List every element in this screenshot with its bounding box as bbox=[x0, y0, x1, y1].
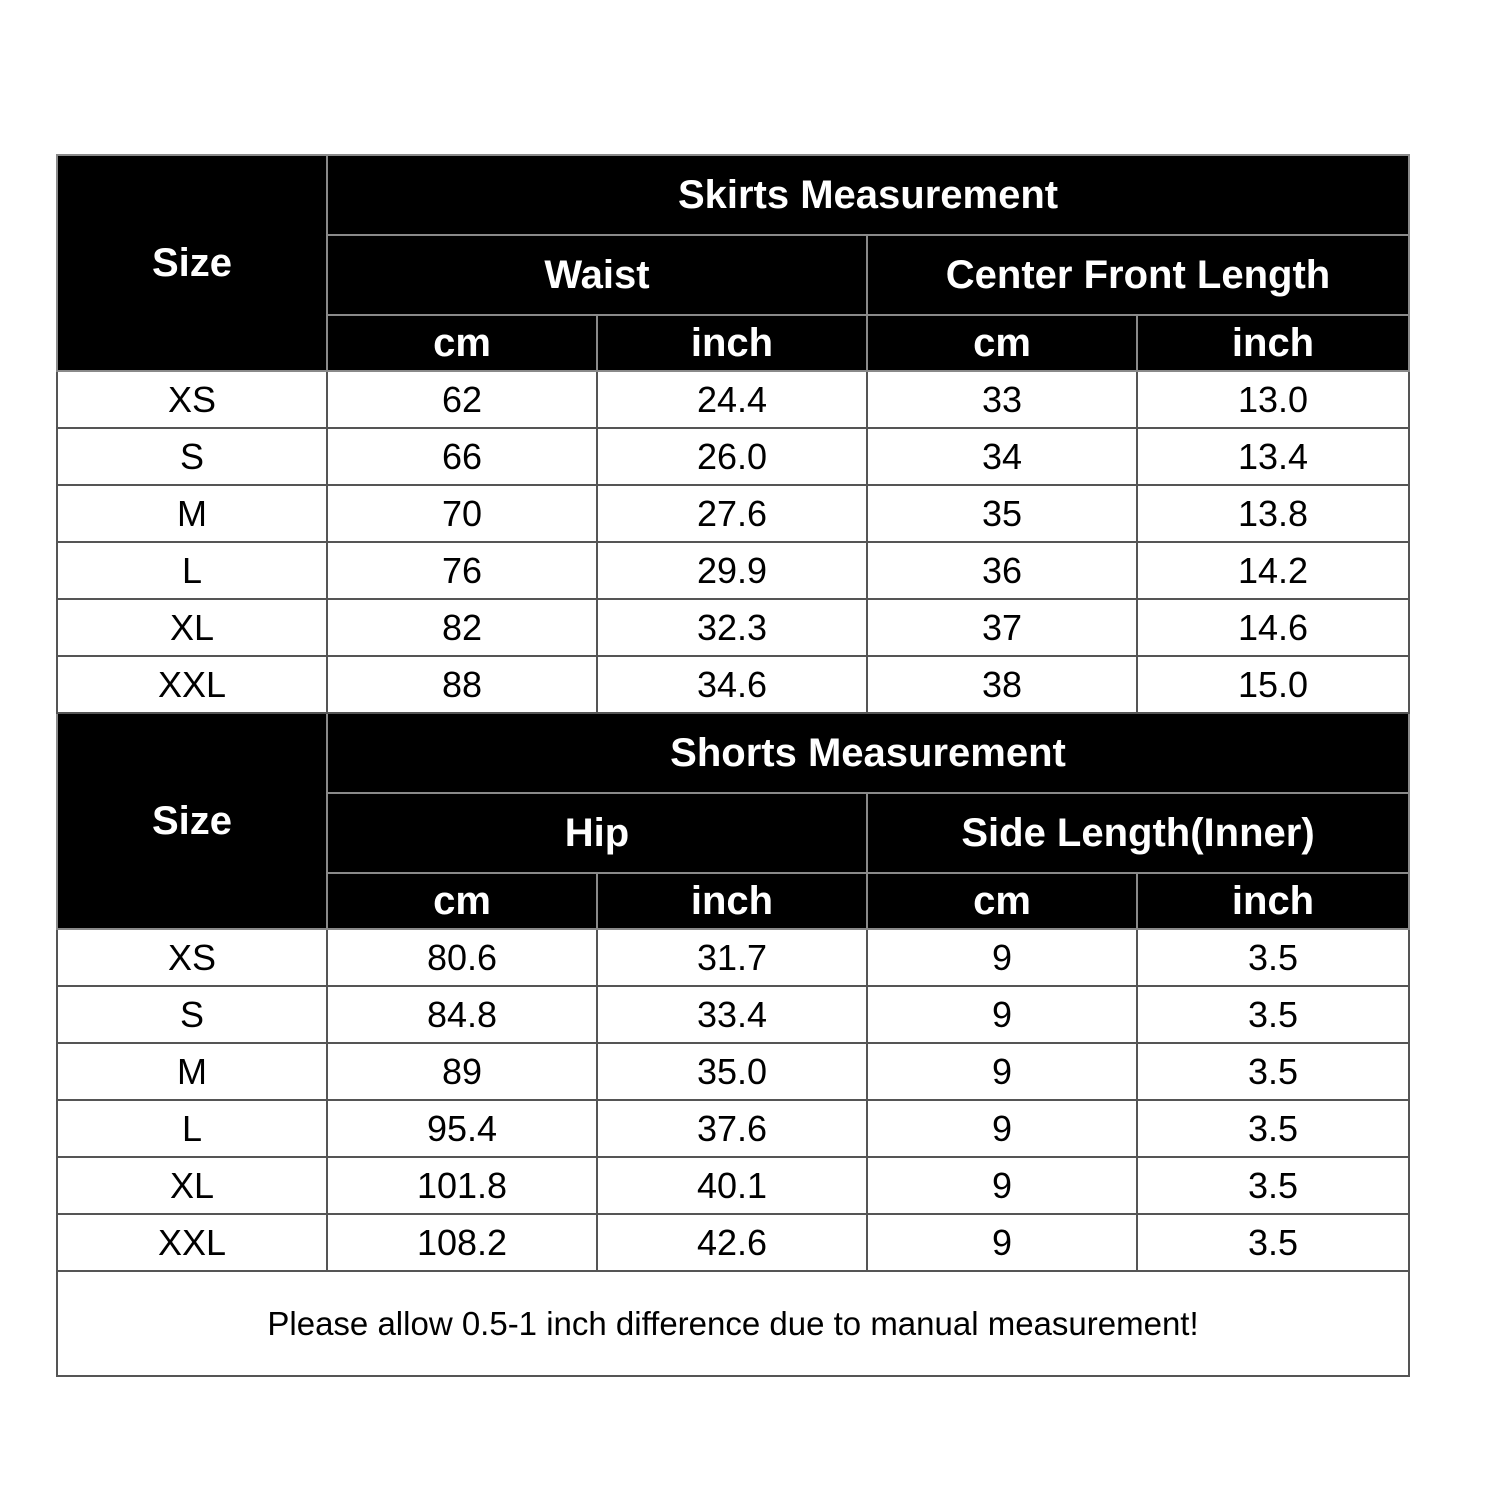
shorts-cm-a-cell: 101.8 bbox=[327, 1157, 597, 1214]
skirts-cm-b-cell: 38 bbox=[867, 656, 1137, 713]
skirts-cm-b-cell: 35 bbox=[867, 485, 1137, 542]
skirts-cm-b-cell: 37 bbox=[867, 599, 1137, 656]
shorts-inch-a-cell: 42.6 bbox=[597, 1214, 867, 1271]
shorts-size-cell: M bbox=[57, 1043, 327, 1100]
skirts-title-row bbox=[57, 155, 1409, 235]
shorts-size-cell: S bbox=[57, 986, 327, 1043]
table-row bbox=[57, 542, 1409, 599]
skirts-size-header: Size bbox=[57, 155, 327, 371]
skirts-cm-a-cell: 88 bbox=[327, 656, 597, 713]
table-row bbox=[57, 485, 1409, 542]
skirts-cm-b-cell: 33 bbox=[867, 371, 1137, 428]
skirts-cm-a-cell: 62 bbox=[327, 371, 597, 428]
shorts-inch-b-cell: 3.5 bbox=[1137, 1100, 1409, 1157]
skirts-inch-b-cell: 13.4 bbox=[1137, 428, 1409, 485]
shorts-inch-a-cell: 35.0 bbox=[597, 1043, 867, 1100]
skirts-length-inch-header: inch bbox=[1137, 315, 1409, 371]
skirts-cm-a-cell: 66 bbox=[327, 428, 597, 485]
shorts-measurement-title: Shorts Measurement bbox=[327, 713, 1409, 793]
shorts-side-inch-header: inch bbox=[1137, 873, 1409, 929]
skirts-size-cell: XS bbox=[57, 371, 327, 428]
shorts-cm-b-cell: 9 bbox=[867, 986, 1137, 1043]
shorts-cm-a-cell: 80.6 bbox=[327, 929, 597, 986]
skirts-size-cell: XXL bbox=[57, 656, 327, 713]
shorts-size-cell: L bbox=[57, 1100, 327, 1157]
shorts-size-cell: XS bbox=[57, 929, 327, 986]
skirts-waist-cm-header: cm bbox=[327, 315, 597, 371]
measurement-note: Please allow 0.5-1 inch difference due to manual measurement! bbox=[57, 1271, 1409, 1376]
shorts-cm-b-cell: 9 bbox=[867, 1214, 1137, 1271]
shorts-cm-b-cell: 9 bbox=[867, 1043, 1137, 1100]
skirts-inch-a-cell: 29.9 bbox=[597, 542, 867, 599]
skirts-inch-a-cell: 32.3 bbox=[597, 599, 867, 656]
table-row bbox=[57, 599, 1409, 656]
skirts-inch-a-cell: 34.6 bbox=[597, 656, 867, 713]
table-row bbox=[57, 371, 1409, 428]
skirts-waist-header: Waist bbox=[327, 235, 867, 315]
table-row bbox=[57, 1214, 1409, 1271]
skirts-inch-a-cell: 27.6 bbox=[597, 485, 867, 542]
skirts-inch-b-cell: 14.2 bbox=[1137, 542, 1409, 599]
size-chart-table bbox=[56, 154, 1410, 1377]
skirts-cm-b-cell: 36 bbox=[867, 542, 1137, 599]
skirts-cm-a-cell: 76 bbox=[327, 542, 597, 599]
skirts-inch-b-cell: 15.0 bbox=[1137, 656, 1409, 713]
skirts-waist-inch-header: inch bbox=[597, 315, 867, 371]
shorts-cm-a-cell: 95.4 bbox=[327, 1100, 597, 1157]
shorts-hip-cm-header: cm bbox=[327, 873, 597, 929]
shorts-inch-b-cell: 3.5 bbox=[1137, 1157, 1409, 1214]
shorts-inch-b-cell: 3.5 bbox=[1137, 986, 1409, 1043]
shorts-hip-inch-header: inch bbox=[597, 873, 867, 929]
skirts-size-cell: M bbox=[57, 485, 327, 542]
shorts-inch-a-cell: 33.4 bbox=[597, 986, 867, 1043]
skirts-inch-a-cell: 26.0 bbox=[597, 428, 867, 485]
skirts-size-cell: S bbox=[57, 428, 327, 485]
table-row bbox=[57, 1157, 1409, 1214]
skirts-inch-b-cell: 13.8 bbox=[1137, 485, 1409, 542]
shorts-size-header: Size bbox=[57, 713, 327, 929]
skirts-cm-a-cell: 70 bbox=[327, 485, 597, 542]
shorts-title-row bbox=[57, 713, 1409, 793]
skirts-center-front-length-header: Center Front Length bbox=[867, 235, 1409, 315]
skirts-length-cm-header: cm bbox=[867, 315, 1137, 371]
shorts-cm-b-cell: 9 bbox=[867, 1157, 1137, 1214]
shorts-inch-a-cell: 31.7 bbox=[597, 929, 867, 986]
skirts-inch-b-cell: 13.0 bbox=[1137, 371, 1409, 428]
skirts-size-cell: XL bbox=[57, 599, 327, 656]
shorts-inch-a-cell: 40.1 bbox=[597, 1157, 867, 1214]
shorts-side-length-header: Side Length(Inner) bbox=[867, 793, 1409, 873]
table-row bbox=[57, 1043, 1409, 1100]
shorts-hip-header: Hip bbox=[327, 793, 867, 873]
shorts-inch-a-cell: 37.6 bbox=[597, 1100, 867, 1157]
shorts-size-cell: XXL bbox=[57, 1214, 327, 1271]
table-row bbox=[57, 656, 1409, 713]
skirts-inch-b-cell: 14.6 bbox=[1137, 599, 1409, 656]
skirts-inch-a-cell: 24.4 bbox=[597, 371, 867, 428]
shorts-size-cell: XL bbox=[57, 1157, 327, 1214]
shorts-cm-a-cell: 89 bbox=[327, 1043, 597, 1100]
shorts-cm-b-cell: 9 bbox=[867, 929, 1137, 986]
table-row bbox=[57, 428, 1409, 485]
shorts-inch-b-cell: 3.5 bbox=[1137, 1043, 1409, 1100]
table-row bbox=[57, 1100, 1409, 1157]
shorts-cm-b-cell: 9 bbox=[867, 1100, 1137, 1157]
shorts-cm-a-cell: 108.2 bbox=[327, 1214, 597, 1271]
table-row bbox=[57, 986, 1409, 1043]
skirts-cm-a-cell: 82 bbox=[327, 599, 597, 656]
shorts-cm-a-cell: 84.8 bbox=[327, 986, 597, 1043]
note-row bbox=[57, 1271, 1409, 1376]
shorts-inch-b-cell: 3.5 bbox=[1137, 1214, 1409, 1271]
shorts-data-rows bbox=[57, 929, 1409, 1271]
shorts-side-cm-header: cm bbox=[867, 873, 1137, 929]
skirts-measurement-title: Skirts Measurement bbox=[327, 155, 1409, 235]
shorts-inch-b-cell: 3.5 bbox=[1137, 929, 1409, 986]
skirts-cm-b-cell: 34 bbox=[867, 428, 1137, 485]
skirts-size-cell: L bbox=[57, 542, 327, 599]
skirts-data-rows bbox=[57, 371, 1409, 713]
table-row bbox=[57, 929, 1409, 986]
